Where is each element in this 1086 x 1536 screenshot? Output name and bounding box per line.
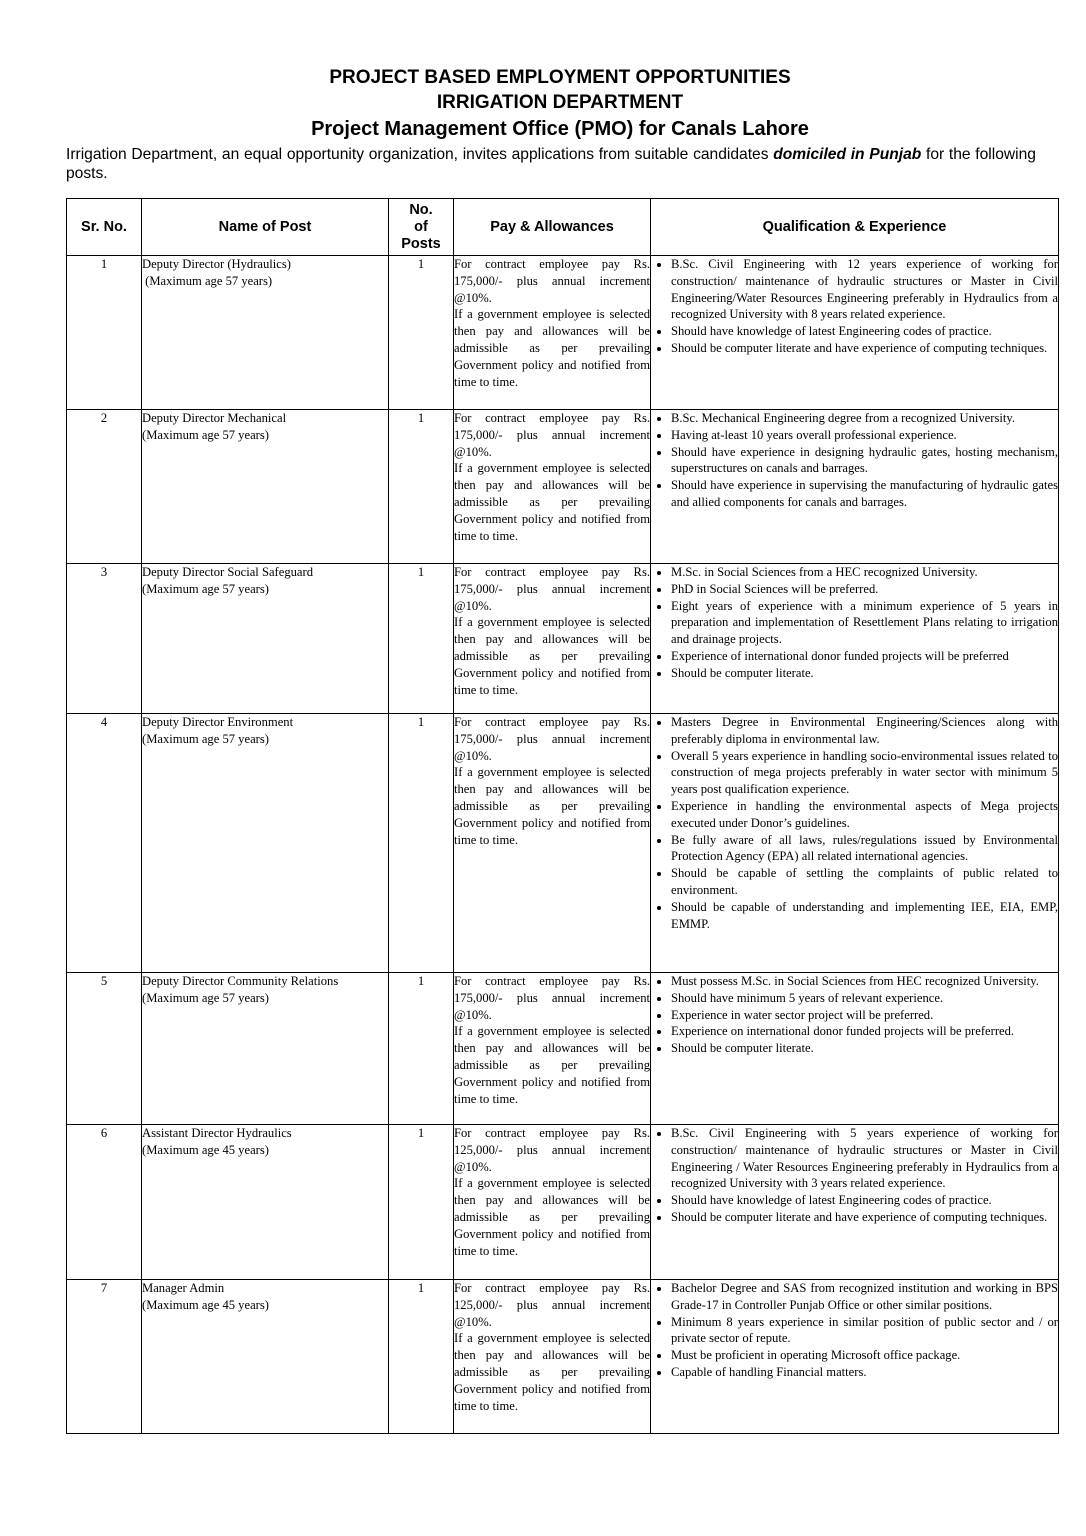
posts-count: 1	[417, 565, 425, 579]
posts-count-cell	[389, 973, 454, 1125]
table-row	[67, 973, 1059, 1125]
qualification-item: • Must possess M.Sc. in Social Sciences from HEC recognized University.	[671, 973, 1058, 990]
pay-cell	[454, 1125, 651, 1280]
qualification-item: • Must be proficient in operating Microsoft office package.	[671, 1347, 1058, 1364]
qualification-list	[651, 256, 1058, 357]
max-age: (Maximum age 57 years)	[142, 273, 273, 288]
posts-count: 1	[417, 411, 425, 425]
pay-cell	[454, 564, 651, 714]
qualification-cell	[651, 564, 1059, 714]
max-age: (Maximum age 57 years)	[142, 427, 269, 442]
sr-no-cell	[67, 256, 142, 410]
pay-contract: For contract employee pay Rs. 175,000/- plus annual increment @10%.	[454, 974, 650, 1022]
pay-contract: For contract employee pay Rs. 175,000/- plus annual increment @10%.	[454, 257, 650, 305]
qualification-cell	[651, 714, 1059, 973]
posts-count: 1	[417, 257, 425, 271]
pay-cell	[454, 410, 651, 564]
qualification-item: • Should be computer literate and have experience of computing techniques.	[671, 1209, 1058, 1226]
post-name-cell	[142, 256, 389, 410]
max-age: (Maximum age 45 years)	[142, 1142, 269, 1157]
post-name: Deputy Director Social Safeguard	[142, 565, 314, 579]
posts-count-cell	[389, 1125, 454, 1280]
department-title: IRRIGATION DEPARTMENT	[436, 92, 684, 113]
intro-emphasis: domiciled in Punjab	[773, 146, 922, 163]
qualification-item: • B.Sc. Civil Engineering with 5 years experience of working for construction/ maintenance of hydraulic structures or Master in Civil Engineering / Water Resources Engineering preferably in Hydraulics from a recognized University with 3 years related experience.	[671, 1125, 1058, 1192]
header-sr-no: Sr. No.	[67, 199, 142, 256]
main-title: PROJECT BASED EMPLOYMENT OPPORTUNITIES	[329, 67, 791, 88]
post-name: Deputy Director (Hydraulics)	[142, 257, 291, 271]
max-age: (Maximum age 57 years)	[142, 581, 269, 596]
posts-table	[66, 198, 1059, 1434]
qualification-item: • Should be computer literate.	[671, 1040, 1058, 1057]
post-name-cell	[142, 714, 389, 973]
qualification-item: • Experience of international donor funded projects will be preferred	[671, 648, 1058, 665]
qualification-cell	[651, 256, 1059, 410]
qualification-item: • B.Sc. Civil Engineering with 12 years experience of working for construction/ maintenance of hydraulic structures or Master in Civil Engineering/Water Resources Engineering preferably in Hydraulics from a recognized University with 8 years related experience.	[671, 256, 1058, 323]
max-age: (Maximum age 45 years)	[142, 1297, 269, 1312]
intro-paragraph	[66, 145, 1036, 183]
qualification-item: • Experience on international donor funded projects will be preferred.	[671, 1023, 1058, 1040]
pay-government: If a government employee is selected then pay and allowances will be admissible as per prevailing Government policy and notified from time to time.	[454, 307, 650, 389]
qualification-item: • Should have experience in supervising the manufacturing of hydraulic gates and allied components for canals and barrages.	[671, 477, 1058, 511]
pay-contract: For contract employee pay Rs. 125,000/- plus annual increment @10%.	[454, 1126, 650, 1174]
post-name-cell	[142, 1125, 389, 1280]
header-no-line1: No.	[409, 201, 433, 218]
qualification-item: • Capable of handling Financial matters.	[671, 1364, 1058, 1381]
qualification-item: • M.Sc. in Social Sciences from a HEC recognized University.	[671, 564, 1058, 581]
header-no-of-posts	[389, 199, 454, 256]
qualification-item: • Should have minimum 5 years of relevant experience.	[671, 990, 1058, 1007]
post-name: Assistant Director Hydraulics	[142, 1126, 292, 1140]
pay-government: If a government employee is selected then pay and allowances will be admissible as per prevailing Government policy and notified from time to time.	[454, 461, 650, 543]
qualification-list	[651, 410, 1058, 511]
pay-government: If a government employee is selected then pay and allowances will be admissible as per prevailing Government policy and notified from time to time.	[454, 615, 650, 697]
sr-no-cell	[67, 410, 142, 564]
table-row	[67, 714, 1059, 973]
table-body	[67, 256, 1059, 1434]
table-row	[67, 1280, 1059, 1434]
header-pay-allowances: Pay & Allowances	[454, 199, 651, 256]
post-name-cell	[142, 410, 389, 564]
sr-no: 1	[100, 257, 108, 271]
table-header-row	[67, 199, 1059, 256]
qualification-item: • Should have knowledge of latest Engineering codes of practice.	[671, 323, 1058, 340]
qualification-cell	[651, 1125, 1059, 1280]
pay-government: If a government employee is selected then pay and allowances will be admissible as per prevailing Government policy and notified from time to time.	[454, 765, 650, 847]
sr-no: 5	[100, 974, 108, 988]
posts-count: 1	[417, 974, 425, 988]
table-row	[67, 564, 1059, 714]
office-title: Project Management Office (PMO) for Canals Lahore	[311, 118, 809, 140]
qualification-item: • Experience in handling the environmental aspects of Mega projects executed under Donor’s guidelines.	[671, 798, 1058, 832]
sr-no: 4	[100, 715, 108, 729]
pay-government: If a government employee is selected then pay and allowances will be admissible as per prevailing Government policy and notified from time to time.	[454, 1024, 650, 1106]
sr-no: 3	[100, 565, 108, 579]
posts-count-cell	[389, 1280, 454, 1434]
qualification-item: • Should have experience in designing hydraulic gates, hosting mechanism, superstructures on canals and barrages.	[671, 444, 1058, 478]
header-no-line3: Posts	[401, 235, 441, 252]
qualification-item: • Should be computer literate and have experience of computing techniques.	[671, 340, 1058, 357]
pay-cell	[454, 973, 651, 1125]
pay-contract: For contract employee pay Rs. 125,000/- plus annual increment @10%.	[454, 1281, 650, 1329]
qualification-item: • Overall 5 years experience in handling socio-environmental issues related to construction of mega projects preferably in water sector with minimum 5 years post qualification experience.	[671, 748, 1058, 798]
pay-contract: For contract employee pay Rs. 175,000/- plus annual increment @10%.	[454, 715, 650, 763]
post-name-cell	[142, 973, 389, 1125]
table-row	[67, 410, 1059, 564]
qualification-list	[651, 1280, 1058, 1381]
table-row	[67, 256, 1059, 410]
posts-count: 1	[417, 1126, 425, 1140]
posts-count: 1	[417, 715, 425, 729]
post-name: Deputy Director Community Relations	[142, 974, 339, 988]
qualification-list	[651, 1125, 1058, 1226]
qualification-item: • Experience in water sector project will be preferred.	[671, 1007, 1058, 1024]
qualification-cell	[651, 410, 1059, 564]
qualification-list	[651, 973, 1058, 1057]
pay-cell	[454, 256, 651, 410]
posts-count-cell	[389, 410, 454, 564]
posts-count-cell	[389, 256, 454, 410]
qualification-item: • Should be computer literate.	[671, 665, 1058, 682]
table-row	[67, 1125, 1059, 1280]
qualification-item: • Minimum 8 years experience in similar position of public sector and / or private sector of repute.	[671, 1314, 1058, 1348]
intro-text-start: Irrigation Department, an equal opportunity organization, invites applications from suitable candidates	[66, 146, 774, 163]
intro-text-end: for the following posts.	[66, 146, 1036, 182]
qualification-item: • Masters Degree in Environmental Engineering/Sciences along with preferably diploma in environmental law.	[671, 714, 1058, 748]
qualification-cell	[651, 973, 1059, 1125]
qualification-item: • Should have knowledge of latest Engineering codes of practice.	[671, 1192, 1058, 1209]
post-name-cell	[142, 1280, 389, 1434]
qualification-item: • Should be capable of settling the complaints of public related to environment.	[671, 865, 1058, 899]
pay-cell	[454, 1280, 651, 1434]
posts-count-cell	[389, 564, 454, 714]
qualification-item: • B.Sc. Mechanical Engineering degree from a recognized University.	[671, 410, 1058, 427]
pay-contract: For contract employee pay Rs. 175,000/- plus annual increment @10%.	[454, 411, 650, 459]
pay-government: If a government employee is selected then pay and allowances will be admissible as per prevailing Government policy and notified from time to time.	[454, 1176, 650, 1258]
sr-no: 2	[100, 411, 108, 425]
pay-government: If a government employee is selected then pay and allowances will be admissible as per prevailing Government policy and notified from time to time.	[454, 1331, 650, 1413]
qualification-list	[651, 564, 1058, 682]
post-name: Deputy Director Environment	[142, 715, 294, 729]
pay-cell	[454, 714, 651, 973]
pay-contract: For contract employee pay Rs. 175,000/- plus annual increment @10%.	[454, 565, 650, 613]
sr-no-cell	[67, 564, 142, 714]
header-qualification: Qualification & Experience	[651, 199, 1059, 256]
qualification-item: • Eight years of experience with a minimum experience of 5 years in preparation and implementation of Resettlement Plans relating to irrigation and drainage projects.	[671, 598, 1058, 648]
posts-count-cell	[389, 714, 454, 973]
header-name-of-post: Name of Post	[142, 199, 389, 256]
max-age: (Maximum age 57 years)	[142, 731, 269, 746]
sr-no: 7	[100, 1281, 108, 1295]
qualification-list	[651, 714, 1058, 932]
posts-count: 1	[417, 1281, 425, 1295]
qualification-item: • Should be capable of understanding and implementing IEE, EIA, EMP, EMMP.	[671, 899, 1058, 933]
sr-no-cell	[67, 1125, 142, 1280]
qualification-item: • Bachelor Degree and SAS from recognized institution and working in BPS Grade-17 in Controller Punjab Office or other similar positions.	[671, 1280, 1058, 1314]
sr-no-cell	[67, 973, 142, 1125]
post-name-cell	[142, 564, 389, 714]
post-name: Manager Admin	[142, 1281, 225, 1295]
sr-no-cell	[67, 1280, 142, 1434]
sr-no-cell	[67, 714, 142, 973]
post-name: Deputy Director Mechanical	[142, 411, 287, 425]
qualification-cell	[651, 1280, 1059, 1434]
sr-no: 6	[100, 1126, 108, 1140]
qualification-item: • Be fully aware of all laws, rules/regulations issued by Environmental Protection Agency (EPA) all related international agencies.	[671, 832, 1058, 866]
qualification-item: • Having at-least 10 years overall professional experience.	[671, 427, 1058, 444]
header-no-line2: of	[414, 218, 428, 235]
qualification-item: • PhD in Social Sciences will be preferred.	[671, 581, 1058, 598]
max-age: (Maximum age 57 years)	[142, 990, 269, 1005]
